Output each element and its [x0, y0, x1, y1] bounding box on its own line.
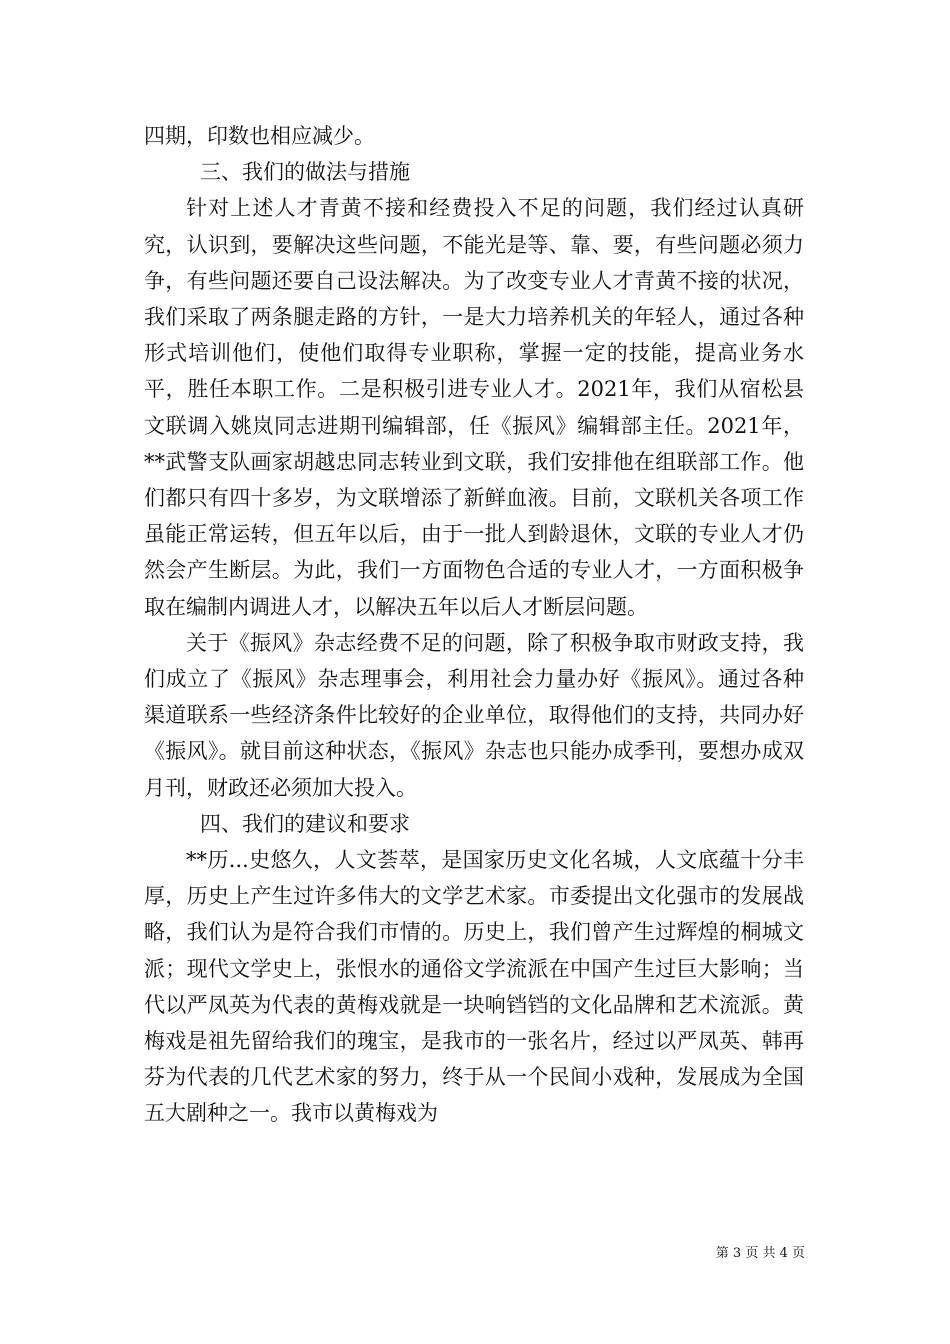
section-heading-suggestions: 四、我们的建议和要求	[200, 811, 410, 836]
document-body	[144, 118, 804, 1132]
section-heading-measures: 三、我们的做法与措施	[200, 160, 410, 185]
paragraph-history: **历...史悠久，人文荟萃，是国家历史文化名城，人文底蕴十分丰厚，历史上产生过许多伟大的文学艺术家。市委提出文化强市的发展战略，我们认为是符合我们市情的。历史上，我们曾产生过辉煌的桐城文派；现代文学史上，张恨水的通俗文学流派在中国产生过巨大影响；当代以严凤英为代表的黄梅戏就是一块响铛铛的文化品牌和艺术流派。黄梅戏是祖先留给我们的瑰宝，是我市的一张名片，经过以严凤英、韩再芬为代表的几代艺术家的努力，终于从一个民间小戏种，发展成为全国五大剧种之一。我市以黄梅戏为	[144, 848, 804, 1126]
paragraph-continued: 四期，印数也相应减少。	[144, 124, 375, 148]
paragraph-talent: 针对上述人才青黄不接和经费投入不足的问题，我们经过认真研究，认识到，要解决这些问题，不能光是等、靠、要，有些问题必须力争，有些问题还要自己设法解决。为了改变专业人才青黄不接的状况，我们采取了两条腿走路的方针，一是大力培养机关的年轻人，通过各种形式培训他们，使他们取得专业职称，掌握一定的技能，提高业务水平，胜任本职工作。二是积极引进专业人才。2021年，我们从宿松县文联调入姚岚同志进期刊编辑部，任《振风》编辑部主任。2021年，**武警支队画家胡越忠同志转业到文联，我们安排他在组联部工作。他们都只有四十多岁，为文联增添了新鲜血液。目前，文联机关各项工作虽能正常运转，但五年以后，由于一批人到龄退休，文联的专业人才仍然会产生断层。为此，我们一方面物色合适的专业人才，一方面积极争取在编制内调进人才，以解决五年以后人才断层问题。	[144, 196, 804, 619]
page-number: 第 3 页 共 4 页	[715, 1246, 805, 1261]
paragraph-funding: 关于《振风》杂志经费不足的问题，除了积极争取市财政支持，我们成立了《振风》杂志理事会，利用社会力量办好《振风》。通过各种渠道联系一些经济条件比较好的企业单位，取得他们的支持，共同办好《振风》。就目前这种状态，《振风》杂志也只能办成季刊，要想办成双月刊，财政还必须加大投入。	[144, 630, 804, 800]
